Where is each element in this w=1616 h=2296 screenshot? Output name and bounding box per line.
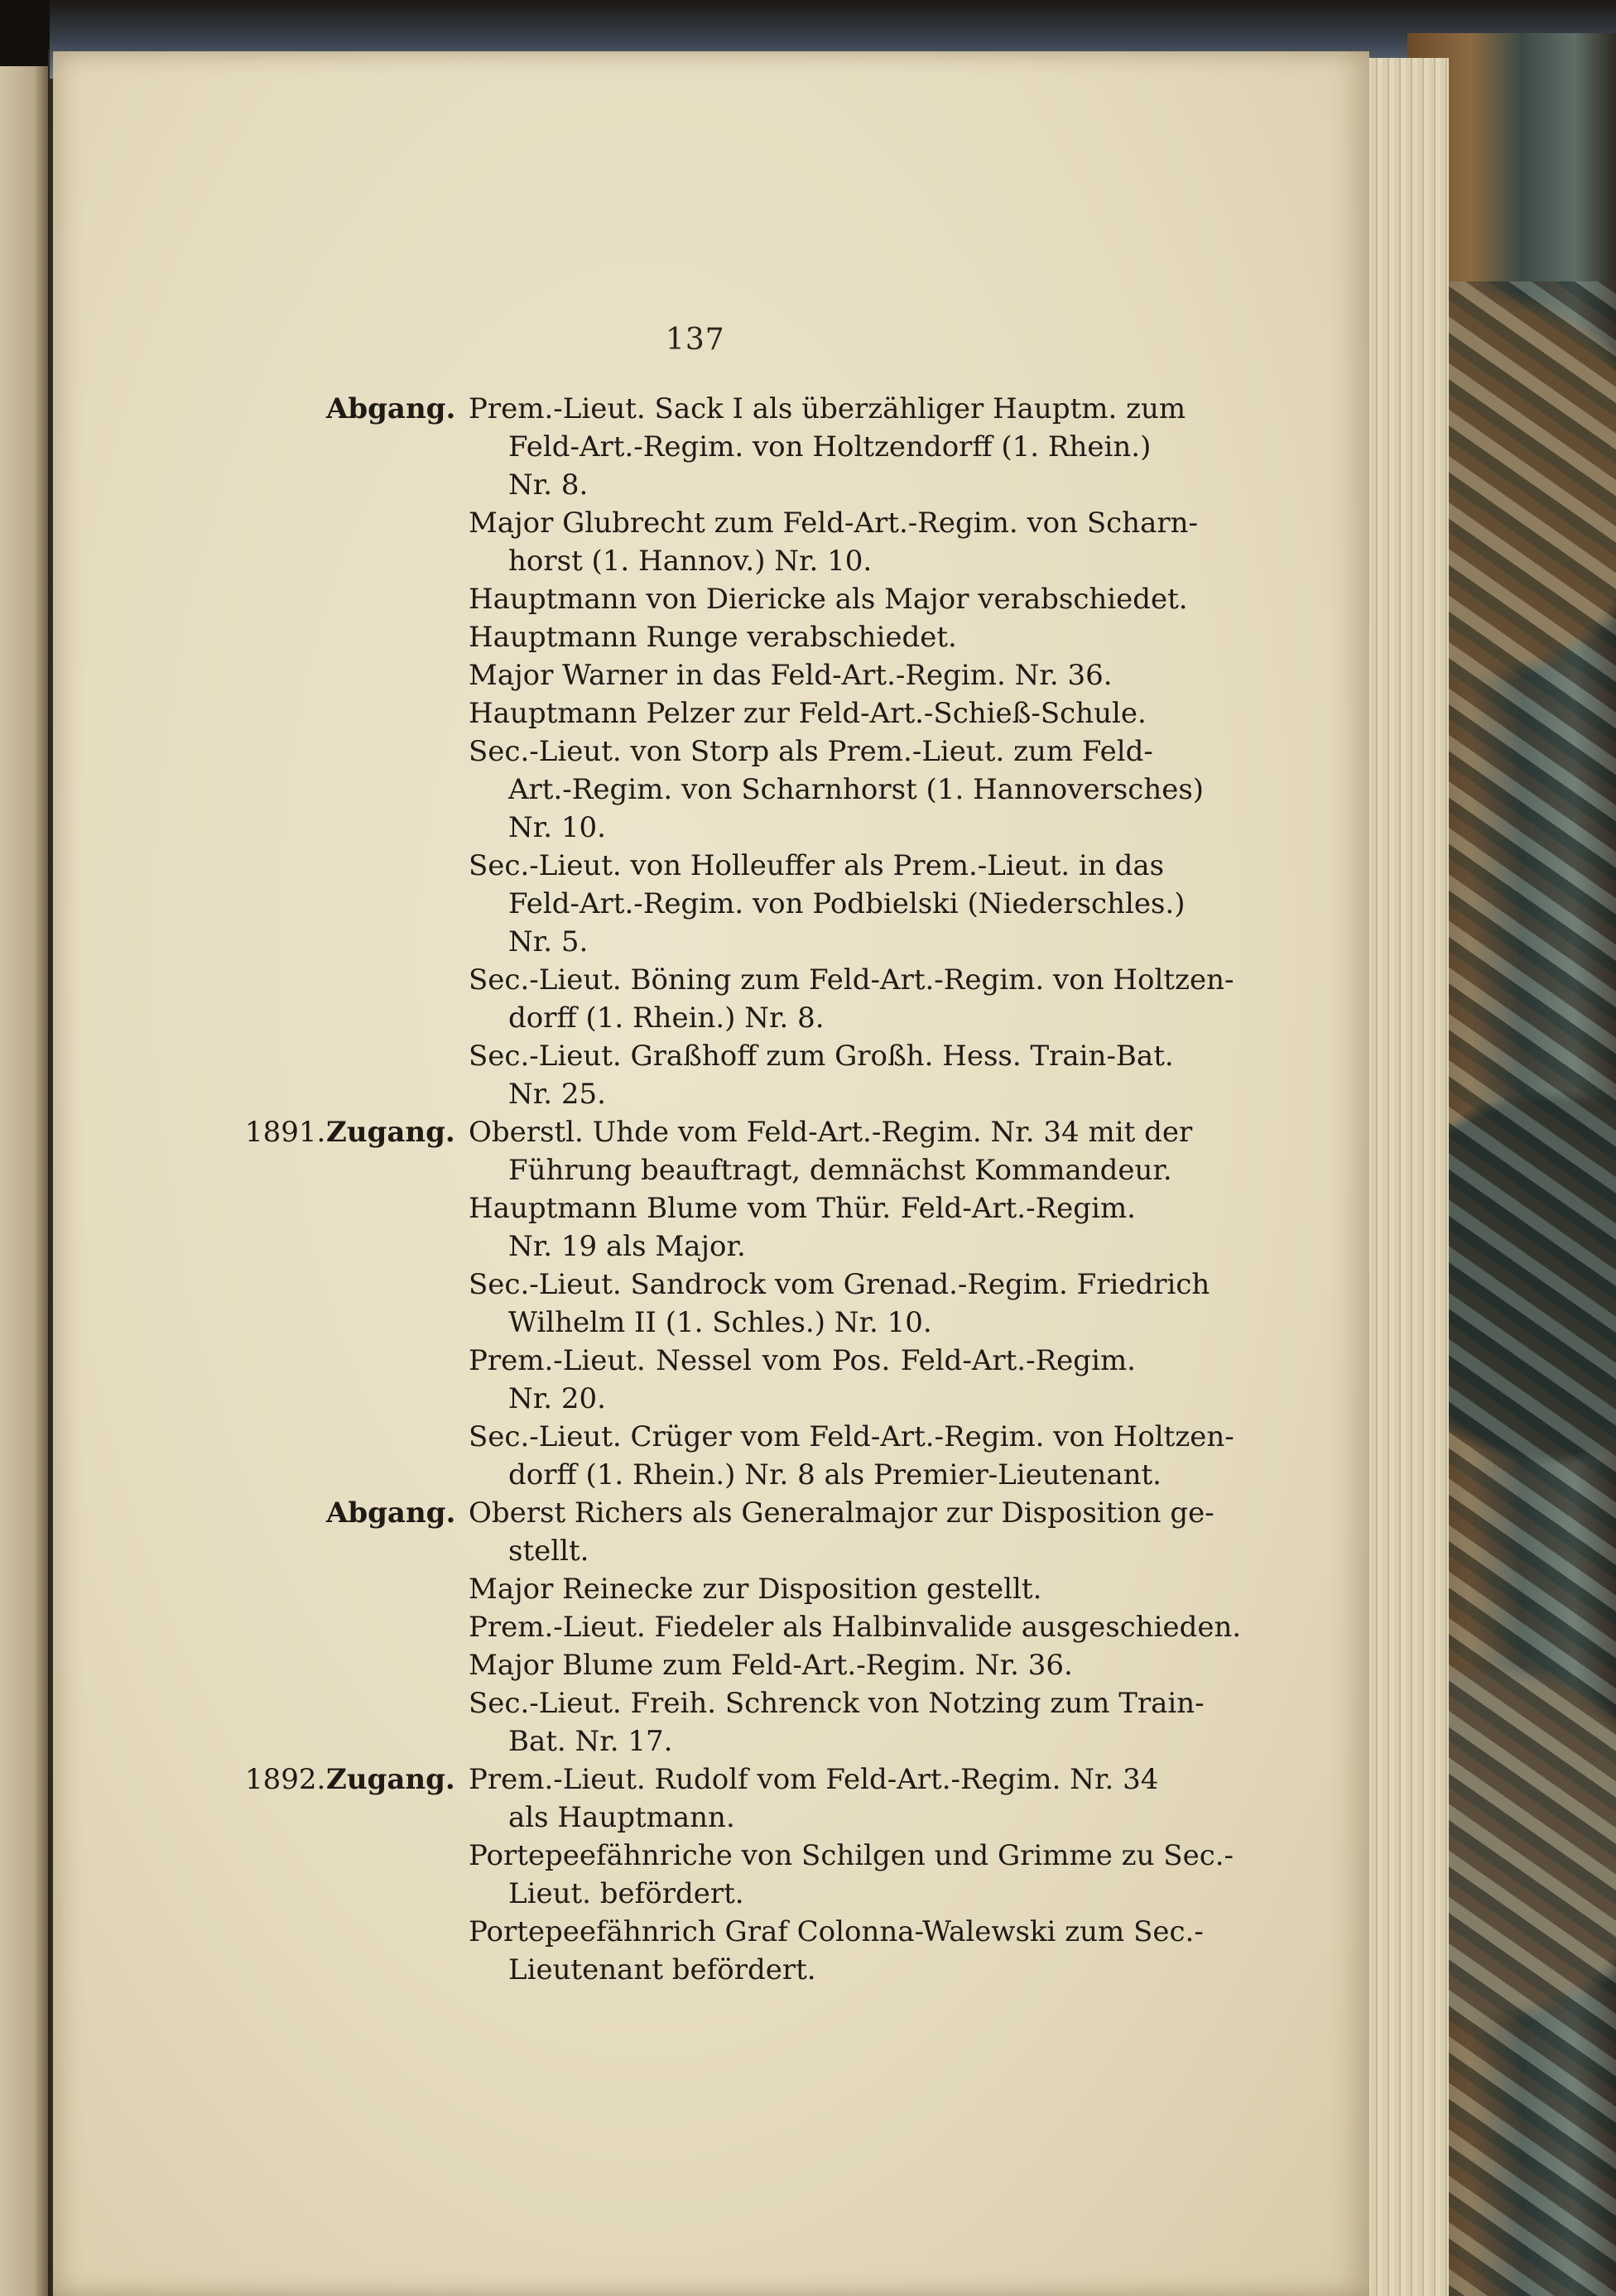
entry-line: Major Warner in das Feld-Art.-Regim. Nr. 36. <box>469 659 1113 692</box>
entry-line: Portepeefähnriche von Schilgen und Grimme zu Sec.- <box>469 1839 1234 1872</box>
entry-line: Hauptmann Runge verabschiedet. <box>469 621 957 654</box>
entry-line: Sec.-Lieut. Sandrock vom Grenad.-Regim. Friedrich <box>469 1268 1210 1301</box>
entry-line: Prem.-Lieut. Rudolf vom Feld-Art.-Regim. Nr. 34 <box>469 1763 1159 1796</box>
section-heading-abgang: Abgang. <box>326 1496 456 1530</box>
entry-line: Wilhelm II (1. Schles.) Nr. 10. <box>508 1306 932 1339</box>
section-heading-zugang: Zugang. <box>326 1763 455 1796</box>
entry-line: Sec.-Lieut. Graßhoff zum Großh. Hess. Train-Bat. <box>469 1040 1174 1073</box>
entry-line: Führung beauftragt, demnächst Kommandeur. <box>508 1154 1172 1187</box>
entry-line: Sec.-Lieut. Crüger vom Feld-Art.-Regim. von Holtzen- <box>469 1420 1234 1453</box>
page-number: 137 <box>666 323 725 357</box>
entry-line: dorff (1. Rhein.) Nr. 8. <box>508 1001 825 1035</box>
section-heading-abgang: Abgang. <box>326 392 456 425</box>
entry-line: Lieut. befördert. <box>508 1877 744 1910</box>
entry-line: Hauptmann Blume vom Thür. Feld-Art.-Regim. <box>469 1192 1136 1225</box>
entry-line: Feld-Art.-Regim. von Podbielski (Niederschles.) <box>508 887 1186 920</box>
entry-line: Feld-Art.-Regim. von Holtzendorff (1. Rhein.) <box>508 430 1152 464</box>
entry-line: stellt. <box>508 1535 589 1568</box>
entry-line: Major Reinecke zur Disposition gestellt. <box>469 1573 1042 1606</box>
entry-line: Bat. Nr. 17. <box>508 1725 673 1758</box>
entry-line: Nr. 25. <box>508 1078 606 1111</box>
entry-line: Prem.-Lieut. Fiedeler als Halbinvalide ausgeschieden. <box>469 1611 1242 1644</box>
entry-line: Nr. 8. <box>508 468 589 502</box>
entry-line: Sec.-Lieut. Freih. Schrenck von Notzing zum Train- <box>469 1687 1205 1720</box>
entry-line: Nr. 19 als Major. <box>508 1230 746 1263</box>
entry-line: Nr. 20. <box>508 1382 606 1415</box>
year-label-1891: 1891. <box>245 1116 326 1149</box>
entry-line: Oberst Richers als Generalmajor zur Disposition ge- <box>469 1496 1214 1530</box>
entry-line: Sec.-Lieut. von Holleuffer als Prem.-Lieut. in das <box>469 849 1165 882</box>
entry-line: als Hauptmann. <box>508 1801 735 1834</box>
year-label-1892: 1892. <box>245 1763 326 1796</box>
entry-line: Hauptmann Pelzer zur Feld-Art.-Schieß-Schule. <box>469 697 1147 730</box>
entry-line: Lieutenant befördert. <box>508 1953 816 1986</box>
entry-line: Prem.-Lieut. Nessel vom Pos. Feld-Art.-Regim. <box>469 1344 1136 1377</box>
book-page <box>53 51 1369 2296</box>
entry-line: Oberstl. Uhde vom Feld-Art.-Regim. Nr. 34 mit der <box>469 1116 1193 1149</box>
entry-line: dorff (1. Rhein.) Nr. 8 als Premier-Lieutenant. <box>508 1458 1162 1491</box>
entry-line: Sec.-Lieut. von Storp als Prem.-Lieut. zum Feld- <box>469 735 1153 768</box>
entry-line: Nr. 5. <box>508 925 589 958</box>
entry-line: Sec.-Lieut. Böning zum Feld-Art.-Regim. von Holtzen- <box>469 963 1234 997</box>
entry-line: Major Glubrecht zum Feld-Art.-Regim. von Scharn- <box>469 507 1198 540</box>
entry-line: Major Blume zum Feld-Art.-Regim. Nr. 36. <box>469 1649 1073 1682</box>
entry-line: Portepeefähnrich Graf Colonna-Walewski zum Sec.- <box>469 1915 1204 1948</box>
marbled-cover-pattern <box>1445 281 1616 2296</box>
section-heading-zugang: Zugang. <box>326 1116 455 1149</box>
entry-line: Prem.-Lieut. Sack I als überzähliger Hauptm. zum <box>469 392 1186 425</box>
entry-line: Art.-Regim. von Scharnhorst (1. Hannoversches) <box>508 773 1205 806</box>
entry-line: Nr. 10. <box>508 811 606 844</box>
entry-line: Hauptmann von Diericke als Major verabschiedet. <box>469 583 1188 616</box>
entry-line: horst (1. Hannov.) Nr. 10. <box>508 545 873 578</box>
facing-page-edge <box>0 66 48 2296</box>
